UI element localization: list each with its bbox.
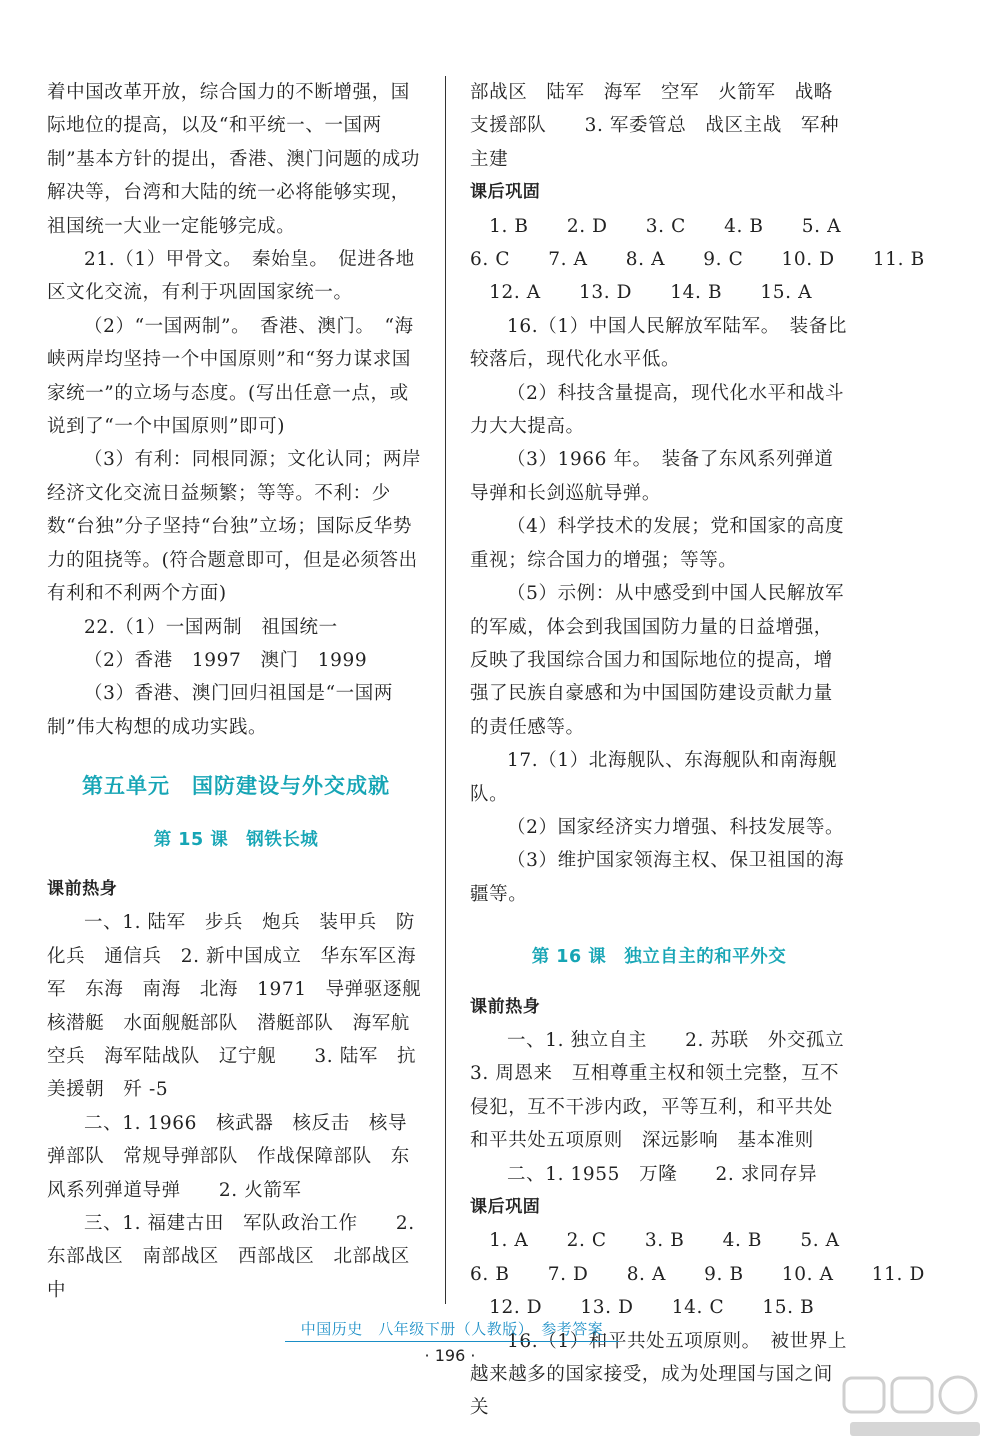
warmup-answer-3: 三、1. 福建古田 军队政治工作 2. 东部战区 南部战区 西部战区 北部战区 中 [47, 1213, 430, 1301]
q17-answer-2: （2）国家经济实力增强、科技发展等。 [507, 816, 845, 838]
lesson-15-heading: 第 15 课 钢铁长城 [153, 829, 319, 850]
q17-answer-1: 17.（1）北海舰队、东海舰队和南海舰队。 [470, 750, 838, 805]
choice-answers-row: 6. C 7. A 8. A 9. C 10. D 11. B [470, 249, 925, 271]
q16-answer-5: （5）示例：从中感受到中国人民解放军的军威，体会到我国国防力量的日益增强，反映了我国综合国力和国际地位的提高，增强了民族自豪感和为中国国防建设贡献力量的责任感等。 [470, 583, 845, 738]
q16-answer-1: 16.（1）和平共处五项原则。 被世界上越来越多的国家接受，成为处理国与国之间关 [470, 1330, 847, 1419]
watermark-logo-icon [840, 1372, 990, 1442]
q16-answer-1: 16.（1）中国人民解放军陆军。 装备比较落后，现代化水平低。 [470, 315, 847, 371]
q17-answer-3: （3）维护国家领海主权、保卫祖国的海疆等。 [470, 850, 845, 905]
q21-answer-1: 21.（1）甲骨文。 秦始皇。 促进各地区文化交流，有利于巩固国家统一。 [47, 249, 415, 304]
column-divider [445, 76, 446, 1304]
choice-answers-row: 6. B 7. D 8. A 9. B 10. A 11. D [470, 1263, 925, 1285]
q21-answer-2: （2）“一国两制”。 香港、澳门。 “海峡两岸均坚持一个中国原则”和“努力谋求国家统一”的立场与态度。(写出任意一点，或说到了“一个中国原则”即可) [47, 315, 414, 438]
warmup-answer-2: 二、1. 1955 万隆 2. 求同存异 [507, 1163, 818, 1185]
choice-answers-row: 1. B 2. D 3. C 4. B 5. A [470, 215, 842, 237]
page-number: · 196 · [424, 1346, 476, 1365]
choice-answers-row: 12. D 13. D 14. C 15. B [470, 1297, 815, 1319]
warmup-answer-1: 一、1. 陆军 步兵 炮兵 装甲兵 防化兵 通信兵 2. 新中国成立 华东军区海军 东海 南海 北海 1971 导弹驱逐舰 核潜艇 水面舰艇部队 潜艇部队 海军航空兵 海军陆战队 辽宁舰 3. 陆军 抗美援朝 歼 -5 [47, 912, 441, 1101]
section-label-review: 课后巩固 [470, 1197, 541, 1217]
right-column [470, 76, 925, 1425]
section-label-review: 课后巩固 [470, 182, 541, 203]
choice-answers-row: 1. A 2. C 3. B 4. B 5. A [470, 1230, 840, 1252]
warmup-answer-2: 二、1. 1966 核武器 核反击 核导弹部队 常规导弹部队 作战保障部队 东风系列弹道导弹 2. 火箭军 [47, 1112, 410, 1201]
q21-answer-3: （3）有利：同根同源；文化认同；两岸经济文化交流日益频繁；等等。不利：少数“台独”分子坚持“台独”立场；国际反华势力的阻挠等。(符合题意即可，但是必须答出有利和不利两个方面) [47, 449, 422, 605]
section-label-warmup: 课前热身 [47, 878, 118, 899]
section-label-warmup: 课前热身 [470, 996, 541, 1017]
right-continued-text: 部战区 陆军 海军 空军 火箭军 战略支援部队 3. 军委管总 战区主战 军种主建 [470, 82, 840, 170]
lesson-16-heading: 第 16 课 独立自主的和平外交 [531, 947, 787, 968]
left-column [47, 76, 441, 1307]
left-paragraph: 着中国改革开放，综合国力的不断增强，国际地位的提高，以及“和平统一、一国两制”基本方针的提出，香港、澳门问题的成功解决等，台湾和大陆的统一必将能够实现，祖国统一大业一定能够完成。 [47, 82, 420, 237]
q22-answer-1: 22.（1）一国两制 祖国统一 [84, 616, 338, 638]
q16-answer-4: （4）科学技术的发展；党和国家的高度重视；综合国力的增强；等等。 [470, 516, 845, 571]
q16-answer-3: （3）1966 年。 装备了东风系列弹道导弹和长剑巡航导弹。 [470, 449, 834, 504]
q16-answer-2: （2）科技含量提高，现代化水平和战斗力大大提高。 [470, 382, 845, 438]
footer-book-title: 中国历史 八年级下册（人教版） 参考答案 [285, 1318, 619, 1342]
q22-answer-2: （2）香港 1997 澳门 1999 [84, 649, 368, 671]
q22-answer-3: （3）香港、澳门回归祖国是“一国两制”伟大构想的成功实践。 [47, 683, 393, 738]
unit-heading: 第五单元 国防建设与外交成就 [82, 774, 390, 799]
warmup-answer-1: 一、1. 独立自主 2. 苏联 外交孤立 3. 周恩来 互相尊重主权和领土完整，互不侵犯，互不干涉内政，平等互利，和平共处 和平共处五项原则 深远影响 基本准则 [470, 1029, 864, 1152]
choice-answers-row: 12. A 13. D 14. B 15. A [470, 282, 813, 304]
